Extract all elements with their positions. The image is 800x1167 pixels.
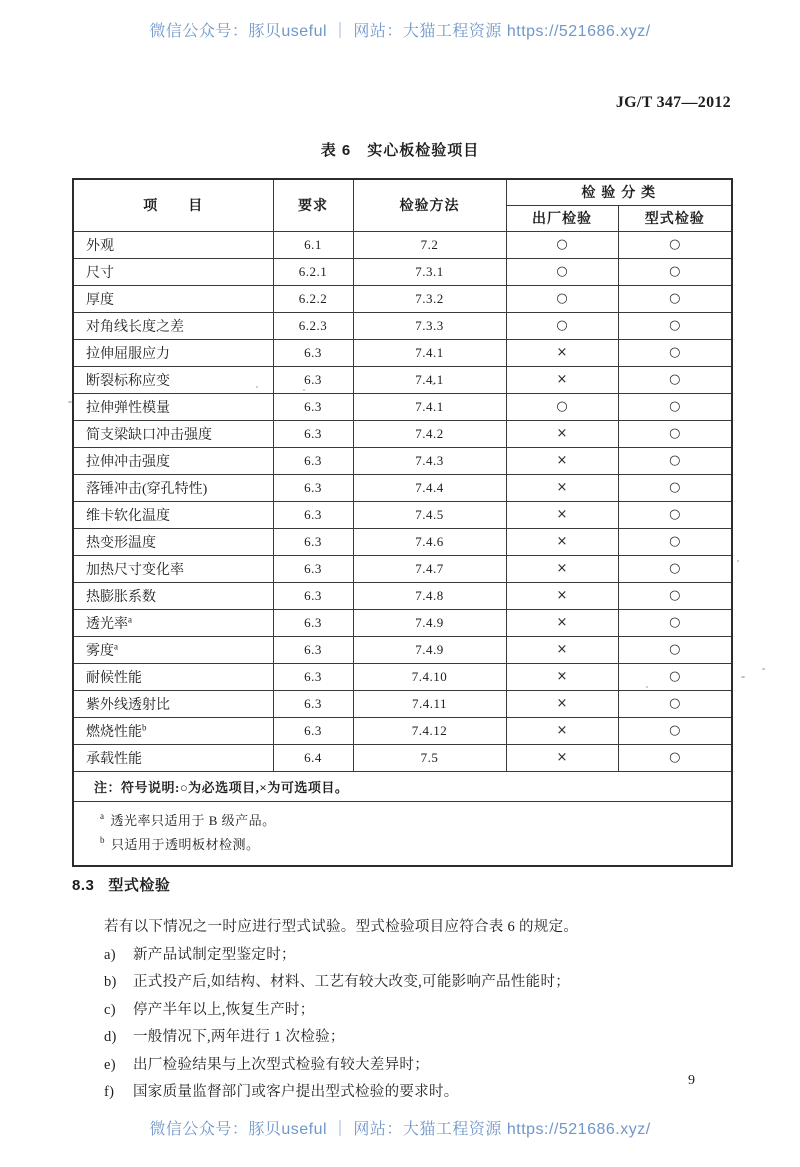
row-factory-mark: ○ <box>506 231 618 258</box>
table-row <box>73 339 732 366</box>
list-item-text: 新产品试制定型鉴定时； <box>133 947 296 963</box>
table-row <box>73 663 732 690</box>
scan-noise-speck <box>256 386 258 388</box>
row-method: 7.4.2 <box>353 420 506 447</box>
table-footnotes-row <box>73 801 732 866</box>
list-item <box>104 942 732 969</box>
row-factory-mark: ○ <box>506 393 618 420</box>
table-title: 表 6 实心板检验项目 <box>320 142 480 159</box>
row-method: 7.4.4 <box>353 474 506 501</box>
table-row <box>73 285 732 312</box>
table-row <box>73 501 732 528</box>
row-type-mark: ○ <box>618 258 732 285</box>
list-item-label: a) <box>104 947 116 963</box>
row-factory-mark: × <box>506 339 618 366</box>
row-type-mark: ○ <box>618 528 732 555</box>
col-header-type-inspection: 型式检验 <box>618 205 732 231</box>
row-item-label: 维卡软化温度 <box>73 501 273 528</box>
row-requirement: 6.1 <box>273 231 353 258</box>
row-factory-mark: × <box>506 366 618 393</box>
list-item-label: f) <box>104 1084 115 1101</box>
list-item <box>104 1024 732 1051</box>
table-body <box>73 231 732 771</box>
row-requirement: 6.3 <box>273 636 353 663</box>
row-factory-mark: × <box>506 474 618 501</box>
row-type-mark: ○ <box>618 636 732 663</box>
table-row <box>73 744 732 771</box>
scan-noise-speck <box>762 668 765 670</box>
row-item-label: 雾度$^a$ <box>73 636 273 663</box>
row-item-label: 燃烧性能$^b$ <box>73 717 273 744</box>
list-item <box>104 1079 732 1106</box>
row-type-mark: ○ <box>618 663 732 690</box>
section-list <box>104 942 732 1106</box>
row-requirement: 6.2.3 <box>273 312 353 339</box>
row-method: 7.4.5 <box>353 501 506 528</box>
list-item-text: 出厂检验结果与上次型式检验有较大差异时； <box>133 1056 429 1073</box>
row-factory-mark: × <box>506 501 618 528</box>
row-type-mark: ○ <box>618 393 732 420</box>
row-requirement: 6.3 <box>273 609 353 636</box>
list-item <box>104 1052 732 1079</box>
list-item-label: d) <box>104 1029 117 1046</box>
row-factory-mark: × <box>506 528 618 555</box>
row-requirement: 6.3 <box>273 420 353 447</box>
row-item-label: 断裂标称应变 <box>73 366 273 393</box>
row-item-label: 外观 <box>73 231 273 258</box>
row-requirement: 6.3 <box>273 366 353 393</box>
row-item-label: 拉伸弹性模量 <box>73 393 273 420</box>
scan-noise-speck <box>737 560 739 562</box>
footnote-marker: a <box>114 640 118 651</box>
row-type-mark: ○ <box>618 447 732 474</box>
section-title: 型式检验 <box>108 877 171 894</box>
section-heading <box>72 874 732 895</box>
table-row <box>73 231 732 258</box>
row-requirement: 6.3 <box>273 447 353 474</box>
standard-number: JG/T 347—2012 <box>615 94 731 111</box>
col-header-item: 项 目 <box>73 179 273 231</box>
section-number: 8.3 <box>72 877 95 894</box>
row-type-mark: ○ <box>618 555 732 582</box>
table-row <box>73 420 732 447</box>
row-method: 7.4.9 <box>353 636 506 663</box>
row-item-label: 简支梁缺口冲击强度 <box>73 420 273 447</box>
table-row <box>73 690 732 717</box>
row-method: 7.4.6 <box>353 528 506 555</box>
footnote-b <box>100 833 731 857</box>
row-method: 7.4.1 <box>353 393 506 420</box>
row-method: 7.3.2 <box>353 285 506 312</box>
row-factory-mark: × <box>506 636 618 663</box>
scan-noise-speck <box>432 383 435 385</box>
row-factory-mark: × <box>506 447 618 474</box>
table-6 <box>72 178 733 867</box>
row-method: 7.3.3 <box>353 312 506 339</box>
row-type-mark: ○ <box>618 366 732 393</box>
table-row <box>73 609 732 636</box>
inspection-items-table <box>72 178 731 867</box>
row-method: 7.4.9 <box>353 609 506 636</box>
row-item-label: 透光率$^a$ <box>73 609 273 636</box>
row-requirement: 6.3 <box>273 690 353 717</box>
row-method: 7.2 <box>353 231 506 258</box>
table-note: 注：符号说明:○为必选项目,×为可选项目。 <box>73 771 732 801</box>
row-factory-mark: × <box>506 609 618 636</box>
row-item-label: 对角线长度之差 <box>73 312 273 339</box>
table-row <box>73 447 732 474</box>
table-row <box>73 717 732 744</box>
row-item-label: 紫外线透射比 <box>73 690 273 717</box>
row-factory-mark: × <box>506 663 618 690</box>
list-item <box>104 997 732 1024</box>
table-row <box>73 636 732 663</box>
row-type-mark: ○ <box>618 420 732 447</box>
row-method: 7.4.1 <box>353 366 506 393</box>
footnote-marker: a <box>128 613 132 624</box>
row-item-label: 拉伸冲击强度 <box>73 447 273 474</box>
row-factory-mark: ○ <box>506 285 618 312</box>
row-type-mark: ○ <box>618 285 732 312</box>
row-requirement: 6.3 <box>273 555 353 582</box>
row-item-label: 耐候性能 <box>73 663 273 690</box>
col-header-method: 检验方法 <box>353 179 506 231</box>
row-requirement: 6.3 <box>273 717 353 744</box>
table-row <box>73 393 732 420</box>
row-type-mark: ○ <box>618 690 732 717</box>
scan-noise-speck <box>741 676 745 678</box>
row-method: 7.4.3 <box>353 447 506 474</box>
row-requirement: 6.2.2 <box>273 285 353 312</box>
row-factory-mark: × <box>506 555 618 582</box>
row-method: 7.4.8 <box>353 582 506 609</box>
table-footer <box>73 771 732 866</box>
row-method: 7.4.7 <box>353 555 506 582</box>
row-factory-mark: × <box>506 420 618 447</box>
row-type-mark: ○ <box>618 717 732 744</box>
scan-noise-speck <box>68 401 72 403</box>
scan-noise-speck <box>303 389 305 391</box>
row-method: 7.4.1 <box>353 339 506 366</box>
watermark-top: 微信公众号：豚贝useful ｜ 网站：大猫工程资源 https://521686.xyz/ <box>149 23 651 40</box>
table-row <box>73 474 732 501</box>
col-header-factory-inspection: 出厂检验 <box>506 205 618 231</box>
row-item-label: 承载性能 <box>73 744 273 771</box>
row-requirement: 6.4 <box>273 744 353 771</box>
scan-noise-speck <box>560 673 563 675</box>
footnote-marker: b <box>142 721 147 732</box>
row-item-label: 热膨胀系数 <box>73 582 273 609</box>
row-item-label: 厚度 <box>73 285 273 312</box>
table-row <box>73 528 732 555</box>
row-item-label: 加热尺寸变化率 <box>73 555 273 582</box>
row-type-mark: ○ <box>618 231 732 258</box>
row-type-mark: ○ <box>618 339 732 366</box>
row-type-mark: ○ <box>618 474 732 501</box>
list-item-text: 国家质量监督部门或客户提出型式检验的要求时。 <box>133 1084 459 1101</box>
row-requirement: 6.3 <box>273 474 353 501</box>
row-type-mark: ○ <box>618 609 732 636</box>
row-requirement: 6.3 <box>273 528 353 555</box>
row-requirement: 6.3 <box>273 501 353 528</box>
row-factory-mark: ○ <box>506 258 618 285</box>
row-method: 7.4.10 <box>353 663 506 690</box>
row-item-label: 热变形温度 <box>73 528 273 555</box>
row-method: 7.3.1 <box>353 258 506 285</box>
list-item-text: 一般情况下,两年进行 1 次检验； <box>133 1029 345 1046</box>
footnote-b-text: 只适用于透明板材检测。 <box>111 836 260 852</box>
row-method: 7.5 <box>353 744 506 771</box>
row-requirement: 6.3 <box>273 339 353 366</box>
row-factory-mark: × <box>506 717 618 744</box>
table-row <box>73 582 732 609</box>
footnote-a <box>100 809 731 833</box>
row-factory-mark: × <box>506 744 618 771</box>
section-8-3 <box>72 874 732 1106</box>
watermark-bottom: 微信公众号：豚贝useful ｜ 网站：大猫工程资源 https://521686.xyz/ <box>149 1121 651 1138</box>
col-header-requirement: 要求 <box>273 179 353 231</box>
footnote-a-marker: a <box>100 811 105 822</box>
list-item-label: e) <box>104 1056 116 1073</box>
row-item-label: 落锤冲击(穿孔特性) <box>73 474 273 501</box>
list-item-text: 停产半年以上,恢复生产时； <box>133 1001 315 1018</box>
row-item-label: 尺寸 <box>73 258 273 285</box>
scan-noise-speck <box>646 686 648 688</box>
list-item-text: 正式投产后,如结构、材料、工艺有较大改变,可能影响产品性能时； <box>133 974 571 991</box>
page-number: 9 <box>688 1073 695 1088</box>
row-item-label: 拉伸屈服应力 <box>73 339 273 366</box>
table-note-row <box>73 771 732 801</box>
row-requirement: 6.3 <box>273 393 353 420</box>
list-item-label: b) <box>104 974 117 991</box>
footnote-a-text: 透光率只适用于 B 级产品。 <box>110 812 276 828</box>
footnote-b-marker: b <box>100 835 105 846</box>
row-requirement: 6.3 <box>273 663 353 690</box>
row-requirement: 6.3 <box>273 582 353 609</box>
row-type-mark: ○ <box>618 744 732 771</box>
table-row <box>73 258 732 285</box>
row-requirement: 6.2.1 <box>273 258 353 285</box>
row-factory-mark: × <box>506 690 618 717</box>
table-row <box>73 366 732 393</box>
row-factory-mark: ○ <box>506 312 618 339</box>
list-item <box>104 969 732 996</box>
table-row <box>73 555 732 582</box>
section-intro: 若有以下情况之一时应进行型式试验。型式检验项目应符合表 6 的规定。 <box>104 919 579 935</box>
col-header-classification: 检 验 分 类 <box>506 179 732 205</box>
row-type-mark: ○ <box>618 312 732 339</box>
row-type-mark: ○ <box>618 501 732 528</box>
table-header <box>73 179 732 231</box>
table-row <box>73 312 732 339</box>
list-item-label: c) <box>104 1001 116 1018</box>
row-method: 7.4.11 <box>353 690 506 717</box>
row-type-mark: ○ <box>618 582 732 609</box>
row-factory-mark: × <box>506 582 618 609</box>
row-method: 7.4.12 <box>353 717 506 744</box>
